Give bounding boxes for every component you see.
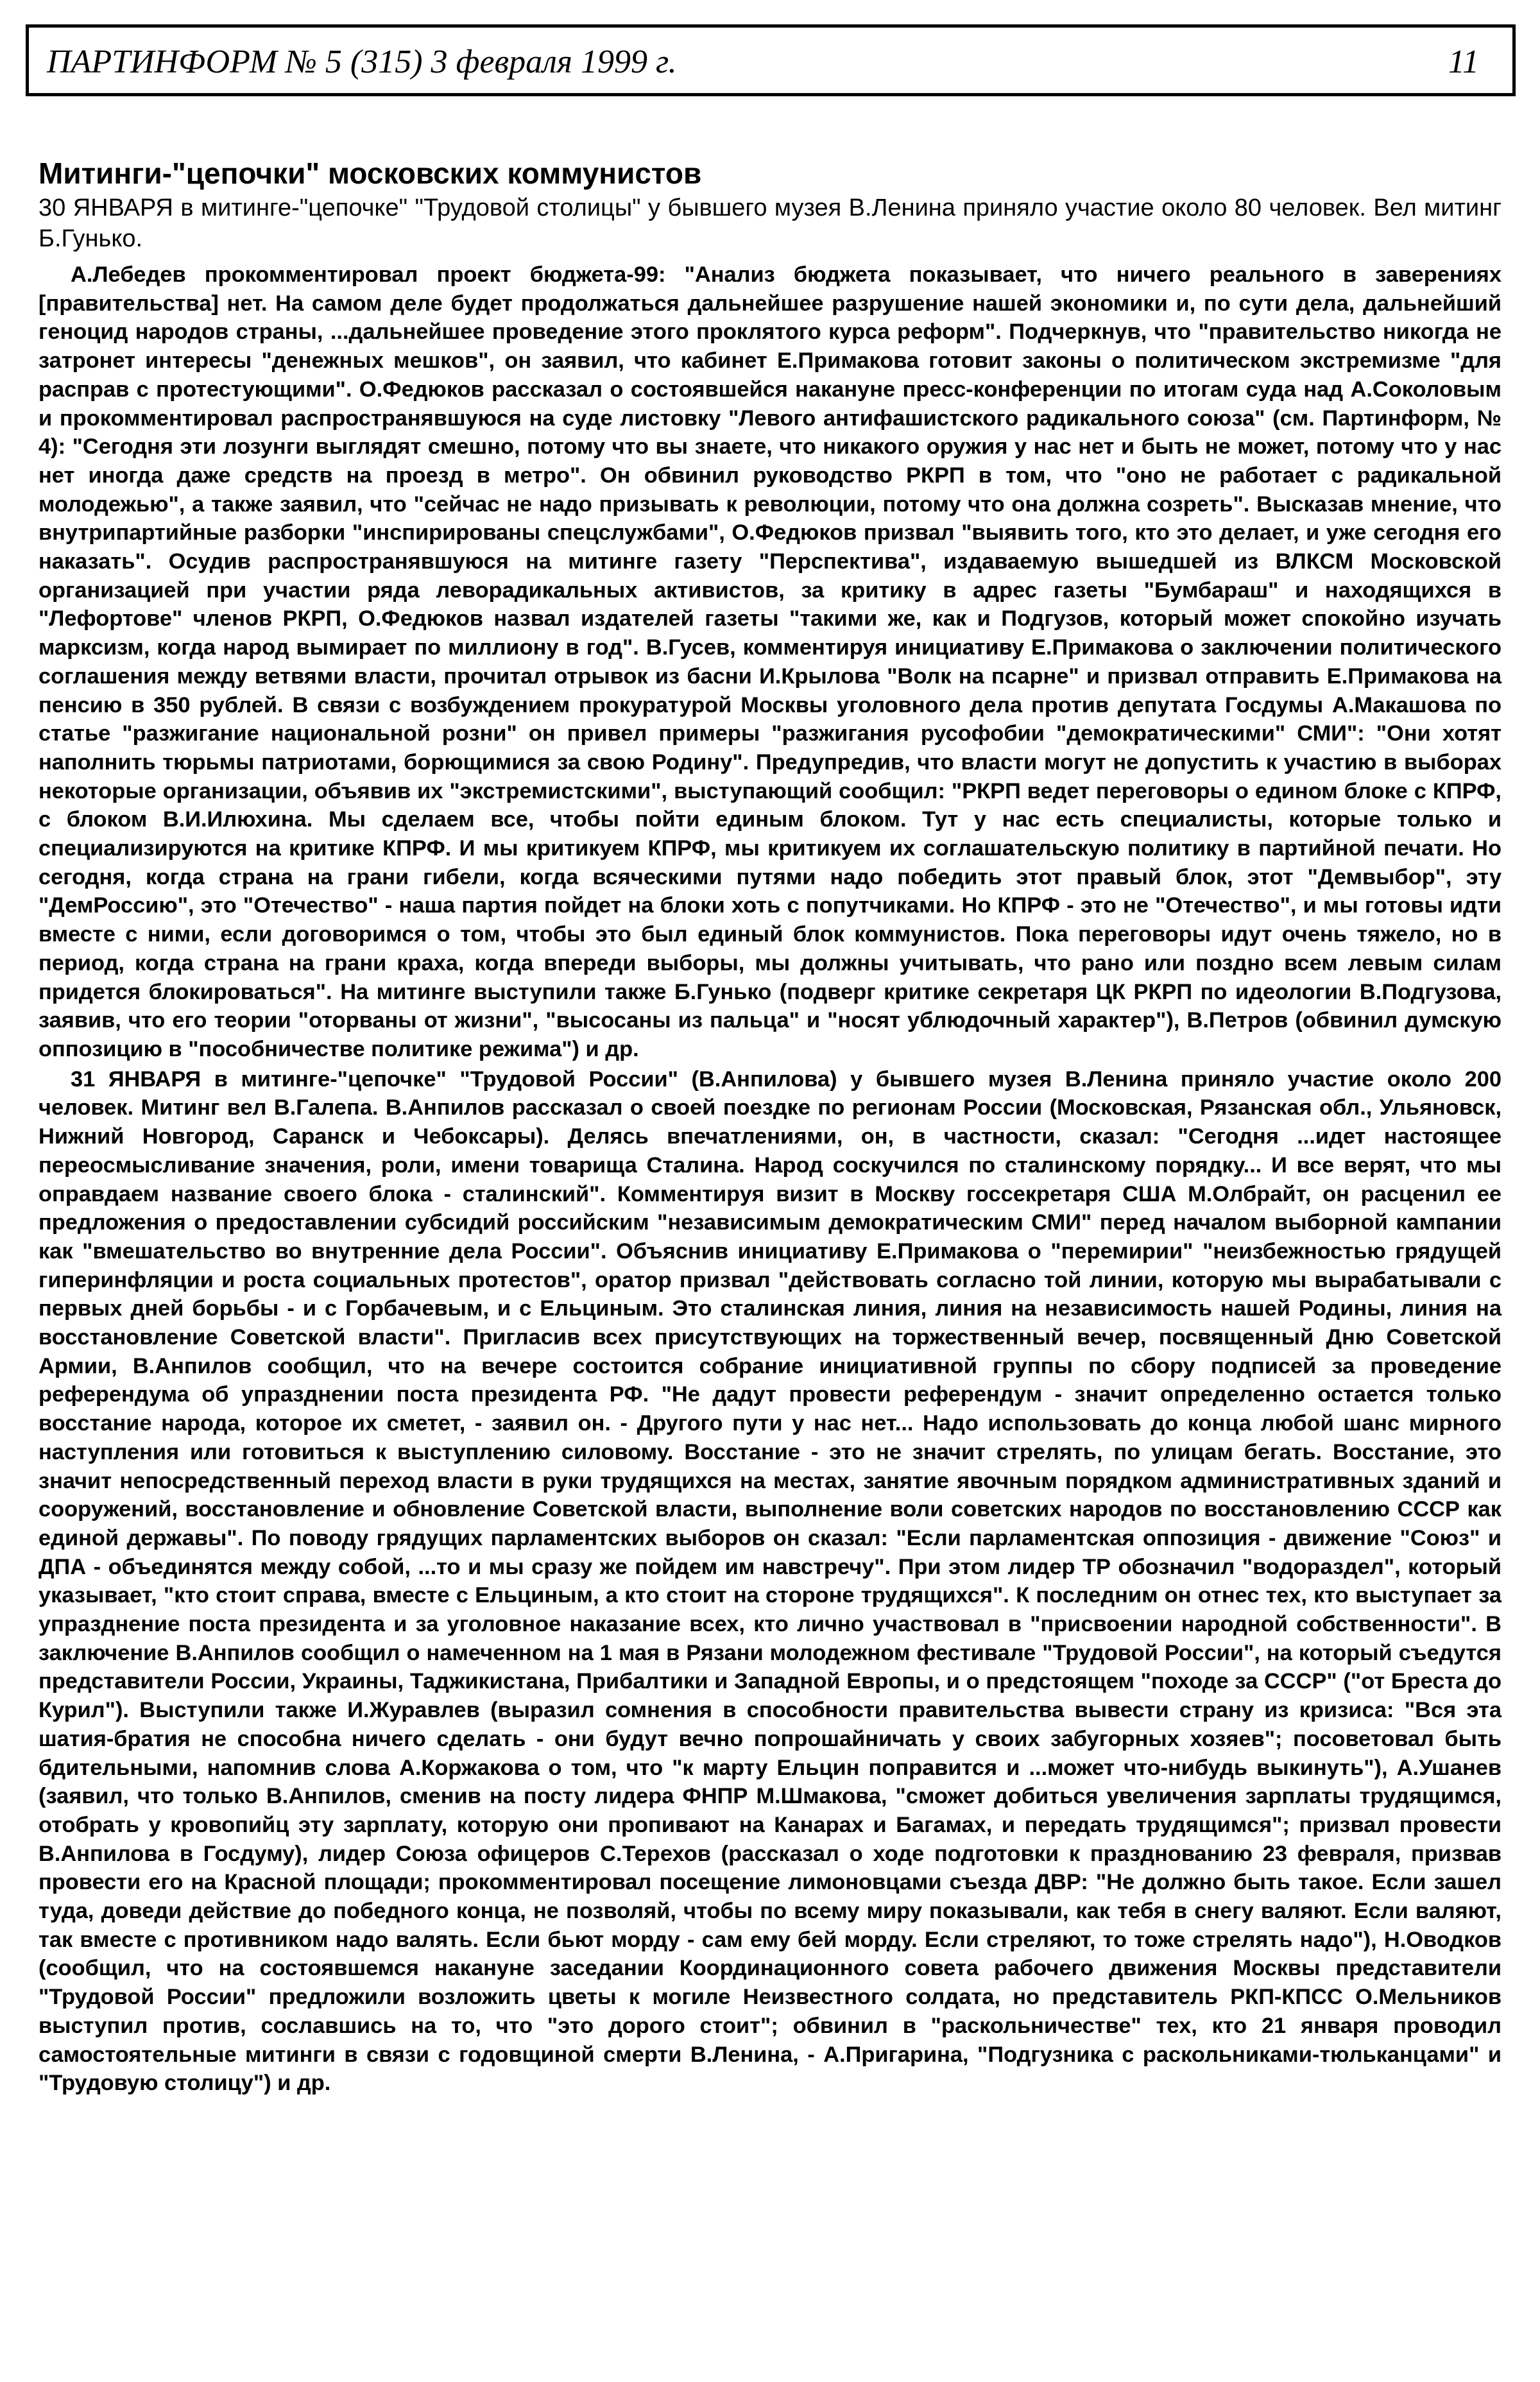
article-title: Митинги-"цепочки" московских коммунистов — [38, 157, 702, 190]
page-number: 11 — [1448, 44, 1479, 80]
publication-info: ПАРТИНФОРМ № 5 (315) 3 февраля 1999 г. — [47, 44, 677, 80]
article — [38, 154, 1502, 2098]
article-paragraph: 31 ЯНВАРЯ в митинге-"цепочке" "Трудовой России" (В.Анпилова) у бывшего музея В.Ленина приняло участие около 200 человек. Митинг вел В.Галепа. В.Анпилов рассказал о своей поездке по регионам России (Московская, Рязанская обл., Ульяновск, Нижний Новгород, Саранск и Чебоксары). Делясь впечатлениями, он, в частности, сказал: "Сегодня ...идет настоящее переосмысливание значения, роли, имени товарища Сталина. Народ соскучился по сталинскому порядку... И все верят, что мы оправдаем название своего блока - сталинский". Комментируя визит в Москву госсекретаря США М.Олбрайт, он расценил ее предложения о предоставлении субсидий российским "независимым демократическим СМИ" перед началом выборной кампании как "вмешательство во внутренние дела России". Объяснив инициативу Е.Примакова о "перемирии" "неизбежностью грядущей гиперинфляции и роста социальных протестов", оратор призвал "действовать согласно той линии, которую мы вырабатывали с первых дней борьбы - и с Горбачевым, и с Ельциным. Это сталинская линия, линия на независимость нашей Родины, линия на восстановление Советской власти". Пригласив всех присутствующих на торжественный вечер, посвященный Дню Советской Армии, В.Анпилов сообщил, что на вечере состоится собрание инициативной группы по сбору подписей за проведение референдума об упразднении поста президента РФ. "Не дадут провести референдум - значит определенно остается только восстание народа, которое их сметет, - заявил он. - Другого пути у нас нет... Надо использовать до конца любой шанс мирного наступления или готовиться к выступлению силовому. Восстание - это не значит стрелять, по улицам бегать. Восстание, это значит непосредственный переход власти в руки трудящихся на местах, занятие явочным порядком административных зданий и сооружений, восстановление и обновление Советской власти, выполнение воли советских народов по восстановлению СССР как единой державы". По поводу грядущих парламентских выборов он сказал: "Если парламентская оппозиция - движение "Союз" и ДПА - объединятся между собой, ...то и мы сразу же пойдем им навстречу". При этом лидер ТР обозначил "водораздел", который указывает, "кто стоит справа, вместе с Ельциным, а кто стоит на стороне трудящихся". К последним он отнес тех, кто выступает за упразднение поста президента и за уголовное наказание всех, кто лично участвовал в "присвоении народной собственности". В заключение В.Анпилов сообщил о намеченном на 1 мая в Рязани молодежном фестивале "Трудовой России", на который съедутся представители России, Украины, Таджикистана, Прибалтики и Западной Европы, и о предстоящем "походе за СССР" ("от Бреста до Курил"). Выступили также И.Журавлев (выразил сомнения в способности правительства вывести страну из кризиса: "Вся эта шатия-братия не способна ничего сделать - они будут вечно попрошайничать у своих забугорных хозяев"; посоветовал быть бдительными, напомнив слова А.Коржакова о том, что "к марту Ельцин поправится и ...может что-нибудь выкинуть"), А.Ушанев (заявил, что только В.Анпилов, сменив на посту лидера ФНПР М.Шмакова, "сможет добиться увеличения зарплаты трудящимся, отобрать у кровопийц эту зарплату, которую они пропивают на Канарах и Багамах, и передать трудящимся"; призвал провести В.Анпилова в Госдуму), лидер Союза офицеров С.Терехов (рассказал о ходе подготовки к празднованию 23 февраля, призвав провести его на Красной площади; прокомментировал посещение лимоновцами съезда ДВР: "Не должно быть такое. Если зашел туда, доведи действие до победного конца, не позволяй, чтобы по всему миру показывали, как тебя в снегу валяют. Если валяют, так вместе с противником надо валять. Если бьют морду - сам ему бей морду. Если стреляют, то тоже стрелять надо"), Н.Оводков (сообщил, что на состоявшемся накануне заседании Координационного совета рабочего движения Москвы представители "Трудовой России" предложили возложить цветы к могиле Неизвестного солдата, но представитель РКП-КПСС О.Мельников выступил против, сославшись на то, что "это дорого стоит"; обвинил в "раскольничестве" тех, кто 21 января проводил самостоятельные митинги в связи с годовщиной смерти В.Ленина, - А.Пригарина, "Подгузника с раскольниками-тюльканцами" и "Трудовую столицу") и др. — [38, 1067, 1502, 2096]
article-intro: 30 ЯНВАРЯ в митинге-"цепочке" "Трудовой столицы" у бывшего музея В.Ленина приняло участие около 80 человек. Вел митинг Б.Гунько. — [38, 194, 1502, 252]
page-header — [26, 24, 1516, 96]
article-paragraph: А.Лебедев прокомментировал проект бюджета-99: "Анализ бюджета показывает, что ничего реального в заверениях [правительства] нет. На самом деле будет продолжаться дальнейшее разрушение нашей экономики и, по сути дела, дальнейший геноцид народов страны, ...дальнейшее проведение этого проклятого курса реформ". Подчеркнув, что "правительство никогда не затронет интересы "денежных мешков", он заявил, что кабинет Е.Примакова готовит законы о политическом экстремизме "для расправ с протестующими". О.Федюков рассказал о состоявшейся накануне пресс-конференции по итогам суда над А.Соколовым и прокомментировал распространявшуюся на суде листовку "Левого антифашистского радикального союза" (см. Партинформ, № 4): "Сегодня эти лозунги выглядят смешно, потому что вы знаете, что никакого оружия у нас нет и быть не может, потому что у нас нет иногда даже средств на проезд в метро". Он обвинил руководство РКРП в том, что "оно не работает с радикальной молодежью", а также заявил, что "сейчас не надо призывать к революции, потому что она должна созреть". Высказав мнение, что внутрипартийные разборки "инспирированы спецслужбами", О.Федюков призвал "выявить того, кто это делает, и уже сегодня его наказать". Осудив распространявшуюся на митинге газету "Перспектива", издаваемую вышедшей из ВЛКСМ Московской организацией при участии ряда леворадикальных активистов, за критику в адрес газеты "Бумбараш" и находящихся в "Лефортове" членов РКРП, О.Федюков назвал издателей газеты "такими же, как и Подгузов, который может спокойно изучать марксизм, когда народ вымирает по миллиону в год". В.Гусев, комментируя инициативу Е.Примакова о заключении политического соглашения между ветвями власти, прочитал отрывок из басни И.Крылова "Волк на псарне" и призвал отправить Е.Примакова на пенсию в 350 рублей. В связи с возбуждением прокуратурой Москвы уголовного дела против депутата Госдумы А.Макашова по статье "разжигание национальной розни" он привел примеры "разжигания русофобии "демократическими" СМИ": "Они хотят наполнить тюрьмы патриотами, борющимися за свою Родину". Предупредив, что власти могут не допустить к участию в выборах некоторые организации, объявив их "экстремистскими", выступающий сообщил: "РКРП ведет переговоры о едином блоке с КПРФ, с блоком В.И.Илюхина. Мы сделаем все, чтобы пойти единым блоком. Тут у нас есть специалисты, которые только и специализируются на критике КПРФ. И мы критикуем КПРФ, мы критикуем их соглашательскую политику в партийной печати. Но сегодня, когда страна на грани гибели, когда всяческими путями надо победить этот правый блок, этот "Демвыбор", эту "ДемРоссию", это "Отечество" - наша партия пойдет на блоки хоть с попутчиками. Но КПРФ - это не "Отечество", и мы готовы идти вместе с ними, если договоримся о том, чтобы это был единый блок коммунистов. Пока переговоры идут очень тяжело, но в период, когда страна на грани краха, когда впереди выборы, мы должны учитывать, что рано или поздно всем левым силам придется блокироваться". На митинге выступили также Б.Гунько (подверг критике секретаря ЦК РКРП по идеологии В.Подгузова, заявив, что его теории "оторваны от жизни", "высосаны из пальца" и "носят ублюдочный характер"), В.Петров (обвинил думскую оппозицию в "пособничестве политике режима") и др. — [38, 262, 1502, 1061]
